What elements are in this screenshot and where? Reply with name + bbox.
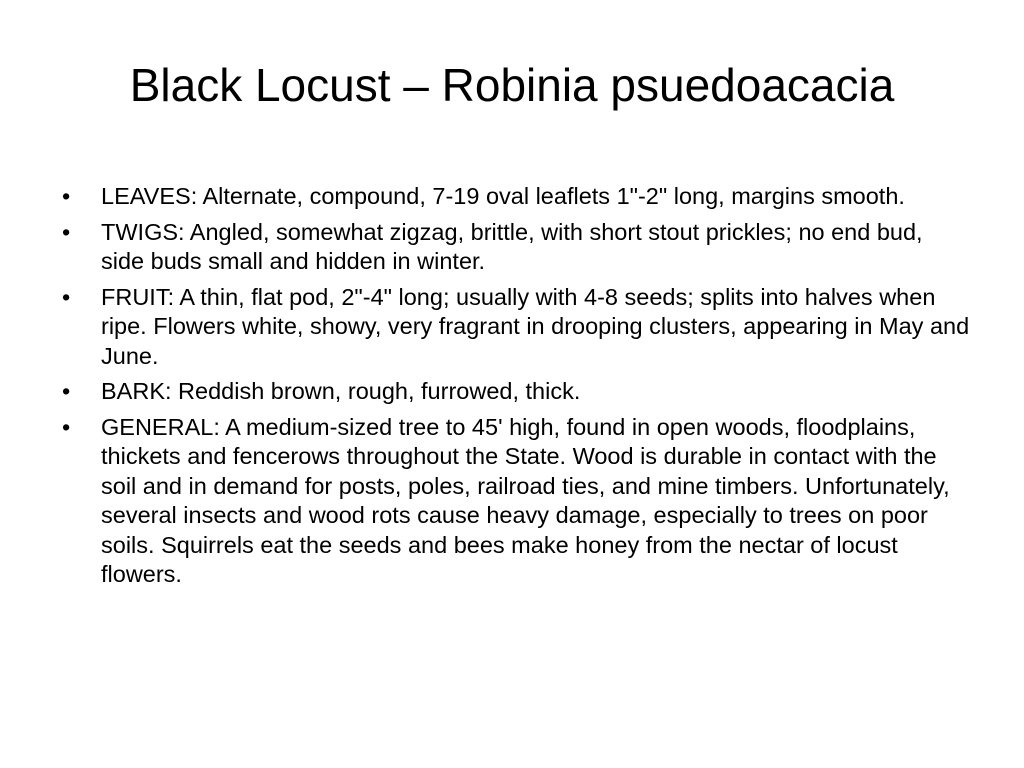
bullet-text: LEAVES: Alternate, compound, 7-19 oval leaflets 1"-2" long, margins smooth. bbox=[101, 183, 905, 209]
bullet-text: GENERAL: A medium-sized tree to 45' high, found in open woods, floodplains, thickets and fencerows throughout the State. Wood is durable in contact with the soil and in demand for posts, poles, railroad ties, and mine timbers. Unfortunately, several insects and wood rots cause heavy damage, especially to trees on poor soils. Squirrels eat the seeds and bees make honey from the nectar of locust flowers. bbox=[101, 413, 950, 587]
bullet-list bbox=[62, 182, 972, 596]
bullet-text: FRUIT: A thin, flat pod, 2"-4" long; usually with 4-8 seeds; splits into halves when ripe. Flowers white, showy, very fragrant in drooping clusters, appearing in May and June. bbox=[101, 283, 970, 369]
bullet-text: BARK: Reddish brown, rough, furrowed, thick. bbox=[101, 378, 581, 404]
bullet-fruit bbox=[62, 283, 972, 372]
slide-title: Black Locust – Robinia psuedoacacia bbox=[129, 59, 895, 111]
bullet-bark bbox=[62, 377, 972, 407]
bullet-twigs bbox=[62, 218, 972, 277]
bullet-leaves bbox=[62, 182, 972, 212]
bullet-icon: • bbox=[62, 283, 71, 310]
bullet-general bbox=[62, 413, 972, 590]
bullet-icon: • bbox=[62, 183, 71, 209]
bullet-icon: • bbox=[62, 218, 71, 245]
bullet-icon: • bbox=[62, 413, 71, 440]
bullet-icon: • bbox=[62, 378, 71, 404]
bullet-text: TWIGS: Angled, somewhat zigzag, brittle, with short stout prickles; no end bud, side buds small and hidden in winter. bbox=[101, 218, 923, 274]
